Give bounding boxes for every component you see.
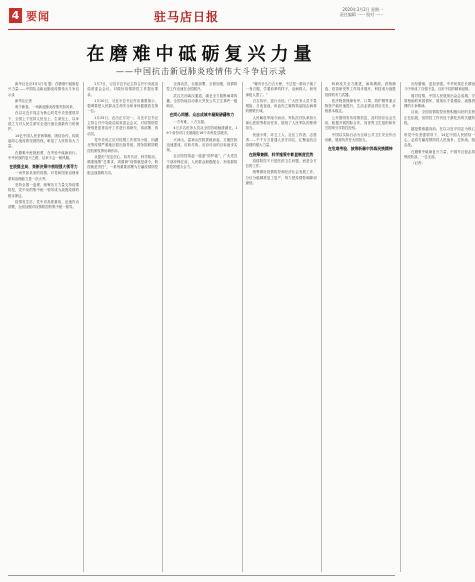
section-subheading: 在统筹兼顾、科学施策中彰显制度优势 [248, 151, 314, 157]
article-column-1 [8, 82, 79, 572]
body-paragraph: 庚子新春，一场新冠肺炎疫情突如其来。 [15, 105, 77, 110]
issue-date: 2020年3月2日 星期一 [342, 7, 383, 12]
body-paragraph: 统筹做好疫情防控和经济社会发展工作，分区分级精准复工复产，努力把疫情影响降到最低。 [245, 170, 317, 185]
body-paragraph: 白衣执甲，逆行出征。广大医务人员不畏艰险、日夜奋战，用血肉之躯构筑起阻击病毒的钢铁长城。 [245, 98, 317, 114]
column-divider [242, 82, 243, 572]
article-column-6 [404, 82, 475, 572]
body-paragraph: 目前，全国疫情防控形势积极向好的态势正在拓展，但防控工作仍处于最吃劲的关键阶段。 [404, 110, 475, 126]
issue-editors: 责任编辑 ······ 校对 ······ [339, 12, 383, 17]
body-paragraph: 新华社北京3月1日电 题：在磨难中砥砺复兴力量——中国抗击新冠肺炎疫情伟大斗争启示录 [8, 82, 79, 97]
article-subheadline: ——中国抗击新冠肺炎疫情伟大斗争启示录 [116, 67, 287, 76]
issue-info [340, 7, 383, 17]
newspaper-logo: 驻马店日报 [154, 10, 220, 24]
body-paragraph: 从提出“坚定信心、同舟共济、科学防治、精准施策”总要求，到强调“疫情就是命令，防控就是责任”，一系列重要部署为打赢疫情防控阻击战指明方向。 [87, 154, 159, 175]
article-column-4 [246, 82, 317, 572]
body-paragraph: 公开透明发布疫情信息，及时回应社会关切，积极开展国际合作，同世界卫生组织和有关国家分享防控经验。 [324, 115, 396, 131]
body-paragraph: 快递小哥、环卫工人、社区工作者、志愿者……千千万万普通人坚守岗位，汇聚起抗击疫情的强大力量。 [245, 132, 317, 148]
body-paragraph: 在以习近平同志为核心的党中央坚强领导下，全国上下坚持人民至上、生命至上，以举国之力对人民生命安全进行最全面最有力的保护。 [8, 111, 79, 132]
article-column-2 [87, 82, 158, 572]
body-paragraph: 越是艰难越向前。在以习近平同志为核心的党中央坚强领导下，14亿中国人民团结一心，必将打赢疫情防控人民战争、总体战、阻击战。 [404, 127, 475, 148]
section-subheading: 在同心同德、众志成城中凝聚磅礴伟力 [169, 112, 235, 118]
body-paragraph: 历经磨难，更加坚强。中华民族在长期奋斗中形成了自强不息、百折不挠的精神品格。 [404, 82, 475, 92]
column-divider [400, 82, 401, 572]
body-paragraph: 武汉关闭离汉通道，湖北全力阻断病毒传播，全国各地启动重大突发公共卫生事件一级响应。 [166, 93, 238, 109]
body-paragraph: 中国以实际行动为全球公共卫生安全作出贡献，展现负责任大国担当。 [324, 132, 396, 142]
body-paragraph: 1月25日，农历正月初一，习近平总书记主持召开中央政治局常委会会议，对疫情防控特别是患者治疗工作进行再研究、再部署、再动员。 [87, 115, 159, 136]
body-paragraph: 人民解放军闻令而动，军队医疗队承担火神山医院等救治任务，展现了人民军队的使命担当。 [245, 115, 317, 131]
body-paragraph: 14亿中国人民坚韧奉献、团结协作，构筑起同心战疫的坚固防线，彰显了人民的伟大力量。 [8, 133, 79, 149]
body-paragraph: 在磨难中砥砺复兴力量，中国号巨轮必将劈波斩浪、一往无前。 [404, 149, 475, 159]
body-paragraph: 一方有难，八方支援。 [173, 119, 208, 124]
body-paragraph: 科研攻关全力推进，病毒溯源、药物筛选、疫苗研发等工作同步展开，科技成为战胜疫情的有力武器。 [324, 82, 396, 97]
article-headline: 在磨难中砥砺复兴力量 [86, 44, 317, 65]
body-paragraph: 坚持全国一盘棋，统筹各方力量支持疫情防控，党中央的集中统一领导成为战胜疫情的根本保证。 [8, 182, 79, 198]
section-name: 要闻 [26, 9, 50, 23]
column-divider [83, 82, 84, 572]
article-column-5 [325, 82, 396, 572]
body-paragraph: 疫情发生后，党中央高度重视，迅速作出部署，全面加强对疫情防控的集中统一领导。 [8, 199, 79, 210]
body-paragraph: 1月7日，习近平总书记主持召开中央政治局常委会会议，对做好疫情防控工作提出要求。 [87, 82, 159, 97]
body-paragraph: 在磨难中愈挫愈勇，在考验中砥砺前行。中华民族的复兴之路，从来不会一帆风顺。 [8, 150, 79, 160]
article-column-3 [166, 82, 237, 572]
body-paragraph: 4万多名医务人员从全国各地驰援湖北，19个省份对口支援湖北16个市州及县级市。 [166, 125, 238, 136]
body-paragraph: 社区防控筑起一道道“防护墙”，广大党员干部冲锋在前，人民群众积极配合，形成群防群控的强大合力。 [166, 154, 238, 170]
section-subheading: 在统揽全局、果断决策中展现强大领导力 [9, 164, 78, 170]
body-paragraph: 全面动员、全面部署、全面加强，疫情防控工作迅速在全国展开。 [166, 82, 238, 92]
column-divider [321, 82, 322, 572]
column-divider [162, 82, 163, 572]
body-paragraph: 医疗物资保障有序，口罩、防护服等重点物资产能快速提升，生活必需品供应充足、价格基本稳定。 [324, 98, 396, 114]
body-paragraph: 一场突如其来的疫情，对党和国家治理体系和治理能力是一次大考。 [8, 171, 79, 181]
page-bottom-rule [8, 575, 395, 576]
masthead-rule [8, 29, 395, 30]
body-paragraph: 党中央成立应对疫情工作领导小组，向湖北等疫情严重地区派出指导组，国务院联防联控机制发挥协调作用。 [87, 137, 159, 153]
body-paragraph: “哪有什么白衣天使，不过是一群孩子换了一身衣服，学着前辈的样子，治病救人、和死神抢人罢了。” [245, 82, 317, 97]
section-subheading: 在危难考验、披荆斩棘中淬炼民族精神 [328, 146, 393, 152]
body-paragraph: 面对疫情，中国人民展现出众志成城、守望相助的家国情怀，展现出不畏艰险、顽强拼搏的斗争精神。 [404, 93, 475, 109]
body-paragraph: （记者） [411, 161, 425, 166]
body-paragraph: 疫情防控不只是医药卫生问题，而是全方位的工作。 [245, 158, 317, 169]
page-masthead [0, 0, 403, 30]
body-paragraph: 火神山、雷神山医院拔地而起，方舱医院迅速建成，应收尽收、应治尽治的目标逐步实现。 [166, 137, 238, 153]
section-number: 4 [9, 8, 22, 23]
article-body [8, 82, 475, 572]
section-badge [9, 8, 50, 23]
body-paragraph: 新华社记者 [15, 98, 32, 103]
body-paragraph: 1月20日，习近平总书记作出重要指示，强调要把人民群众生命安全和身体健康放在第一位。 [87, 98, 159, 114]
